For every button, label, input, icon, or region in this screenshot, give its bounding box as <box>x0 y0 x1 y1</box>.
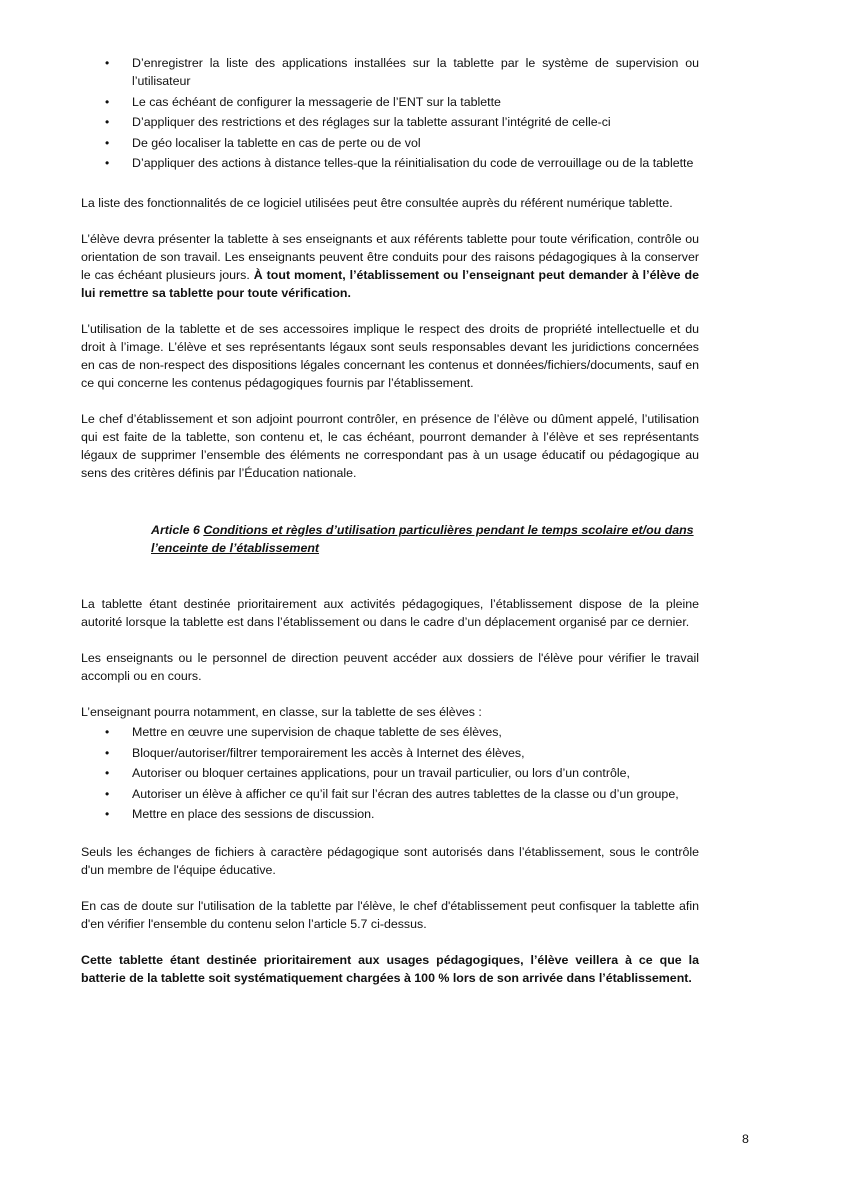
bullet-icon: • <box>105 94 110 109</box>
page-number: 8 <box>742 1132 749 1146</box>
bullet-icon: • <box>105 725 110 739</box>
bullet-icon: • <box>105 135 110 150</box>
article-6-heading <box>151 521 699 557</box>
supervision-bullet-list <box>81 54 699 172</box>
paragraph-echanges-fichiers: Seuls les échanges de fichiers à caractère pédagogique sont autorisés dans l’établissement, sous le contrôle d'un membre de l'équipe éducative. <box>81 845 699 877</box>
page-content <box>81 54 699 987</box>
list-item: • D’enregistrer la liste des applications installées sur la tablette par le système de supervision ou l’utilisateur <box>105 56 699 88</box>
list-item: • Le cas échéant de configurer la messagerie de l’ENT sur la tablette <box>105 94 501 109</box>
list-item: • D’appliquer des restrictions et des réglages sur la tablette assurant l’intégrité de celle-ci <box>105 115 611 129</box>
paragraph-propriete-intellectuelle: L’utilisation de la tablette et de ses accessoires implique le respect des droits de propriété intellectuelle et du droit à l’image. L’élève et ses représentants légaux sont seuls responsables devant les juridictions concernées en cas de non-respect des dispositions légales concernant les contenus et données/fichiers/documents, sauf en ce qui concerne les contenus pédagogiques fournis par l’établissement. <box>81 322 699 390</box>
paragraph-presenter-text: L’élève devra présenter la tablette à ses enseignants et aux référents tablette pour toute vérification, contrôle ou orientation de son travail. Les enseignants peuvent être conduits pour des raisons pédagogiques à la conserver le cas échéant plusieurs jours. <box>81 232 699 282</box>
paragraph-chef-etablissement: Le chef d’établissement et son adjoint pourront contrôler, en présence de l’élève ou dûment appelé, l’utilisation qui est faite de la tablette, son contenu et, le cas échéant, pourront demander à l’élève et ses représentants légaux de supprimer l’ensemble des éléments ne correspondant pas à un usage éducatif ou pédagogique au sens des critères définis par l’Éducation nationale. <box>81 412 699 480</box>
list-item: • Autoriser un élève à afficher ce qu’il fait sur l’écran des autres tablettes de la classe ou d’un groupe, <box>105 786 679 801</box>
paragraph-doute-utilisation: En cas de doute sur l'utilisation de la tablette par l'élève, le chef d'établissement peut confisquer la tablette afin d'en vérifier l'ensemble du contenu selon l’article 5.7 ci-dessus. <box>81 899 699 931</box>
paragraph-enseignant-intro: L’enseignant pourra notamment, en classe, sur la tablette de ses élèves : <box>81 705 482 719</box>
bullet-icon: • <box>105 786 110 801</box>
enseignant-bullet-list <box>81 723 699 823</box>
paragraph-batterie <box>81 951 699 987</box>
paragraph-autorite: La tablette étant destinée prioritairement aux activités pédagogiques, l’établissement dispose de la pleine autorité lorsque la tablette est dans l’établissement ou dans le cadre d’un déplacement organisé par ce dernier. <box>81 597 699 629</box>
bullet-icon: • <box>105 156 110 170</box>
paragraph-dossiers: Les enseignants ou le personnel de direction peuvent accéder aux dossiers de l'élève pour vérifier le travail accompli ou en cours. <box>81 651 699 683</box>
bullet-icon: • <box>105 745 110 760</box>
paragraph-presenter-bold: À tout moment, l’établissement ou l’enseignant peut demander à l’élève de lui remettre sa tablette pour toute vérification. <box>81 268 700 300</box>
paragraph-presenter-tablette <box>81 230 699 302</box>
bullet-icon: • <box>105 56 110 70</box>
list-item: • De géo localiser la tablette en cas de perte ou de vol <box>105 135 421 150</box>
list-item: • Mettre en place des sessions de discussion. <box>105 807 375 821</box>
bullet-icon: • <box>105 807 110 821</box>
list-item: • Autoriser ou bloquer certaines applications, pour un travail particulier, ou lors d’un contrôle, <box>105 766 630 780</box>
paragraph-batterie-bold: Cette tablette étant destinée prioritairement aux usages pédagogiques, l’élève veillera à ce que la batterie de la tablette soit systématiquement chargées à 100 % lors de son arrivée dans l’établissement. <box>81 953 699 985</box>
bullet-icon: • <box>105 115 110 129</box>
bullet-icon: • <box>105 766 110 780</box>
list-item: • Bloquer/autoriser/filtrer temporairement les accès à Internet des élèves, <box>105 745 525 760</box>
list-item: • D’appliquer des actions à distance telles-que la réinitialisation du code de verrouillage ou de la tablette <box>105 156 694 170</box>
article-label: Article 6 <box>151 523 204 537</box>
paragraph-liste-fonctionnalites: La liste des fonctionnalités de ce logiciel utilisées peut être consultée auprès du référent numérique tablette. <box>81 196 673 210</box>
article-title: Conditions et règles d’utilisation particulières pendant le temps scolaire et/ou dans l’enceinte de l’établissement <box>151 523 694 555</box>
list-item: • Mettre en œuvre une supervision de chaque tablette de ses élèves, <box>105 725 502 739</box>
